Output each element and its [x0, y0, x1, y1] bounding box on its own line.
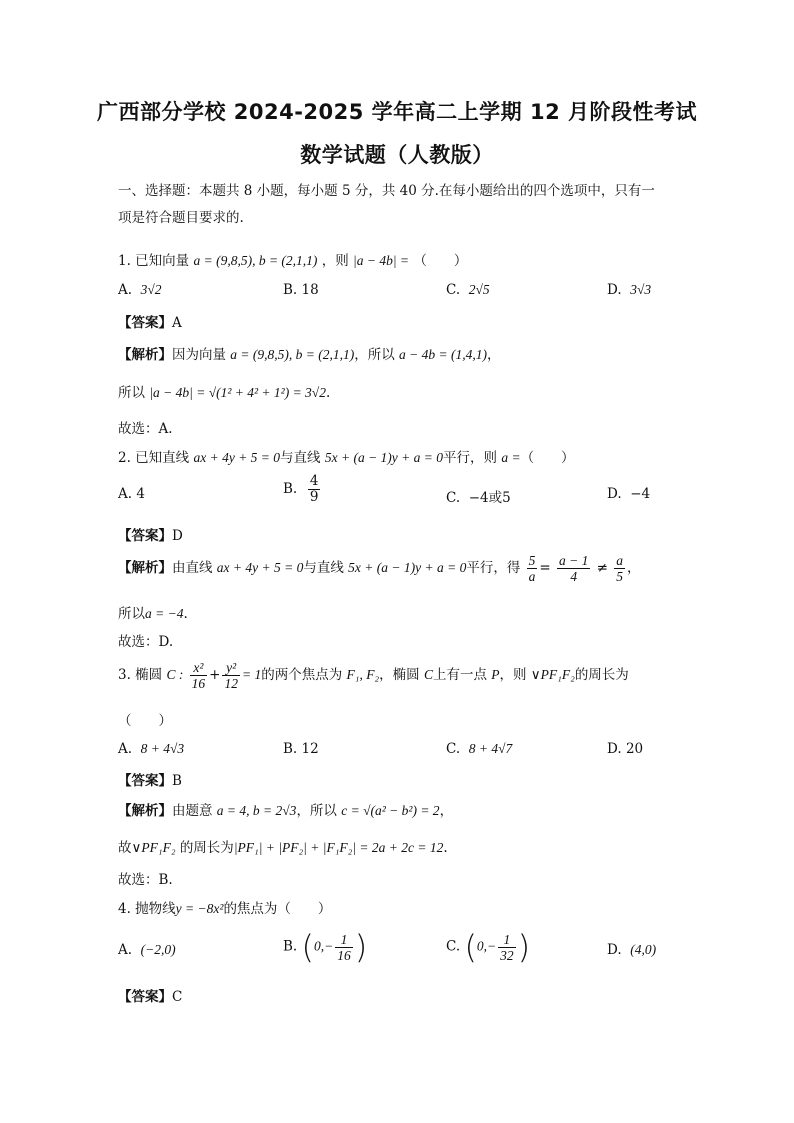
- question-1-blank: （ ）: [413, 253, 468, 269]
- document-title: 广西部分学校 2024-2025 学年高二上学期 12 月阶段性考试: [96, 100, 698, 124]
- question-1-analysis-line2: 所以 |a − 4b| = √(1² + 4² + 1²) = 3√2.: [118, 385, 331, 401]
- question-2-stem: 2. 已知直线 ax + 4y + 5 = 0与直线 5x + (a − 1)y + a = 0平行，则 a =（ ）: [118, 450, 575, 466]
- fraction: $\frac{1}{16}$: [337, 931, 351, 963]
- question-3-conclusion: 故选：B.: [118, 872, 173, 888]
- question-2-answer: 【答案】D: [118, 528, 183, 544]
- question-1-expression: |a − 4b| =: [353, 253, 410, 268]
- fraction: $\frac{5}{a}$: [528, 553, 536, 584]
- question-4-answer: 【答案】C: [118, 989, 183, 1005]
- question-1-option-d: D. 3√3: [607, 282, 652, 298]
- question-3-option-b: B. 12: [283, 741, 319, 757]
- question-3-option-c: C. 8 + 4√7: [446, 741, 513, 757]
- question-4-option-b: B. (0,− $\frac{1}{16}$ ): [283, 928, 368, 966]
- fraction: $\frac{1}{32}$: [500, 931, 514, 963]
- question-1-vectors: a = (9,8,5), b = (2,1,1): [193, 253, 318, 268]
- question-4-option-d: D. (4,0): [607, 942, 657, 958]
- question-3-blank: （ ）: [118, 713, 172, 729]
- question-1-analysis-line1: 【解析】因为向量 a = (9,8,5), b = (2,1,1)，所以 a − 4b = (1,4,1)，: [118, 347, 501, 363]
- fraction: $\frac{a - 1}{4}$: [559, 553, 589, 584]
- fraction: $\frac{a}{5}$: [616, 553, 624, 584]
- question-2-conclusion: 故选：D.: [118, 634, 174, 650]
- question-2-option-b: B. $\frac{4}{9}$: [283, 473, 319, 505]
- question-3-analysis-line2: 故∨PF₁F₂ 的周长为|PF₁| + |PF₂| + |F₁F₂| = 2a + 2c = 12.: [118, 840, 448, 856]
- question-4-option-a: A. (−2,0): [118, 942, 176, 958]
- question-3-option-a: A. 8 + 4√3: [118, 741, 185, 757]
- question-1-option-c: C. 2√5: [446, 282, 490, 298]
- question-3-answer: 【答案】B: [118, 773, 182, 789]
- question-2-option-d: D. −4: [607, 486, 651, 502]
- question-1-answer: 【答案】A: [118, 315, 182, 331]
- question-4-stem: 4. 抛物线y = −8x²的焦点为（ ）: [118, 901, 332, 917]
- question-1-conclusion: 故选：A.: [118, 421, 173, 437]
- fraction: $\frac{4}{9}$: [309, 473, 319, 505]
- question-3-stem: 3. 椭圆 C : $\frac{\text{x²}}{16}$ + $\frac{\text{y²}}{12}$ = 1的两个焦点为 F₁, F₂，椭圆 C上有一点 P，则 ∨PF₁F₂的周长为: [118, 660, 629, 691]
- question-1-stem: 1. 已知向量 a = (9,8,5), b = (2,1,1) ，则 |a − 4b| = （ ）: [118, 253, 468, 269]
- section-instruction-line1: 一、选择题：本题共 8 小题，每小题 5 分，共 40 分.在每小题给出的四个选项中，只有一: [118, 183, 655, 199]
- fraction: $\frac{\text{x²}}{16}$: [191, 660, 206, 691]
- document-subtitle: 数学试题（人教版）: [300, 143, 494, 167]
- fraction: $\frac{\text{y²}}{12}$: [224, 660, 238, 691]
- question-2-option-a: A. 4: [118, 486, 145, 502]
- question-2-analysis-line1: 【解析】由直线 ax + 4y + 5 = 0与直线 5x + (a − 1)y + a = 0平行，得 $\frac{5}{a}$ = $\frac{a - 1}{4}$ ≠ $\frac{a}{5}$ ，: [118, 553, 641, 584]
- question-2-option-c: C. −4或5: [446, 490, 511, 506]
- question-3-analysis-line1: 【解析】由题意 a = 4, b = 2√3，所以 c = √(a² − b²) = 2，: [118, 803, 454, 819]
- section-instruction-line2: 项是符合题目要求的.: [118, 210, 244, 226]
- question-1-option-a: A. 3√2: [118, 282, 162, 298]
- question-3-option-d: D. 20: [607, 741, 644, 757]
- question-2-analysis-line2: 所以a = −4.: [118, 606, 188, 622]
- question-4-option-c: C. (0,− $\frac{1}{32}$ ): [446, 928, 531, 966]
- question-1-option-b: B. 18: [283, 282, 319, 298]
